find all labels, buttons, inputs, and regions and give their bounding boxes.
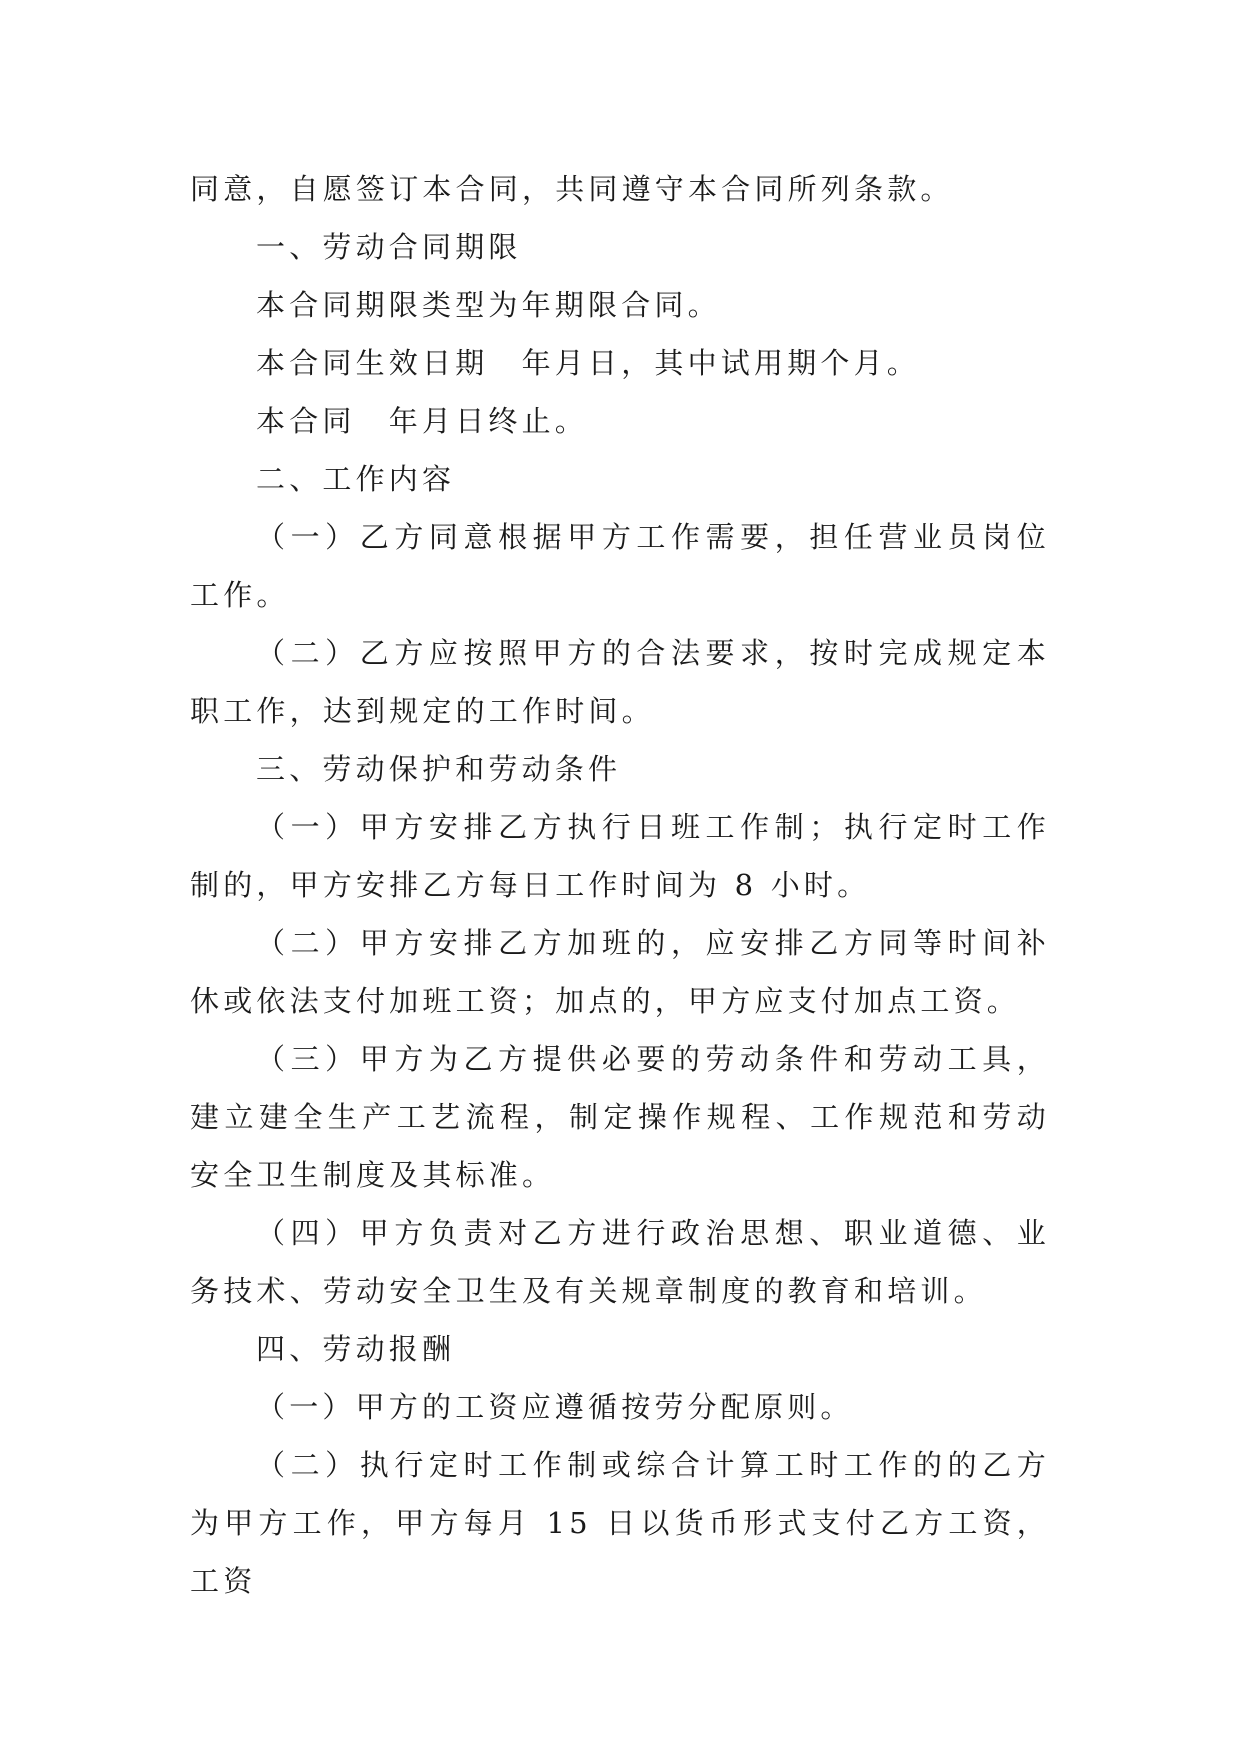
clause-protection-2: （二）甲方安排乙方加班的，应安排乙方同等时间补休或依法支付加班工资；加点的，甲方应支付加点工资。: [190, 926, 1050, 1018]
section-heading-remuneration: 四、劳动报酬: [256, 1332, 456, 1366]
clause-work-2: （二）乙方应按照甲方的合法要求，按时完成规定本职工作，达到规定的工作时间。: [190, 636, 1050, 728]
clause-protection-4: （四）甲方负责对乙方进行政治思想、职业道德、业务技术、劳动安全卫生及有关规章制度的教育和培训。: [190, 1216, 1050, 1308]
paragraph-effective-date: 本合同生效日期 年月日，其中试用期个月。: [256, 346, 921, 380]
clause-work-1: （一）乙方同意根据甲方工作需要，担任营业员岗位工作。: [190, 520, 1050, 612]
section-heading-labor-protection: 三、劳动保护和劳动条件: [256, 752, 622, 786]
paragraph-termination-date: 本合同 年月日终止。: [256, 404, 589, 438]
section-heading-contract-term: 一、劳动合同期限: [256, 230, 522, 264]
clause-remuneration-2: （二）执行定时工作制或综合计算工时工作的的乙方为甲方工作，甲方每月 15 日以货币形式支付乙方工资，工资: [190, 1448, 1050, 1598]
clause-protection-3: （三）甲方为乙方提供必要的劳动条件和劳动工具，建立建全生产工艺流程，制定操作规程、工作规范和劳动安全卫生制度及其标准。: [190, 1042, 1050, 1192]
contract-body: [190, 160, 1050, 1610]
clause-remuneration-1: （一）甲方的工资应遵循按劳分配原则。: [256, 1390, 854, 1424]
section-heading-work-content: 二、工作内容: [256, 462, 456, 496]
paragraph-intro-continuation: 同意，自愿签订本合同，共同遵守本合同所列条款。: [190, 172, 954, 206]
clause-protection-1: （一）甲方安排乙方执行日班工作制；执行定时工作制的，甲方安排乙方每日工作时间为 8 小时。: [190, 810, 1050, 902]
paragraph-term-type: 本合同期限类型为年期限合同。: [256, 288, 721, 322]
